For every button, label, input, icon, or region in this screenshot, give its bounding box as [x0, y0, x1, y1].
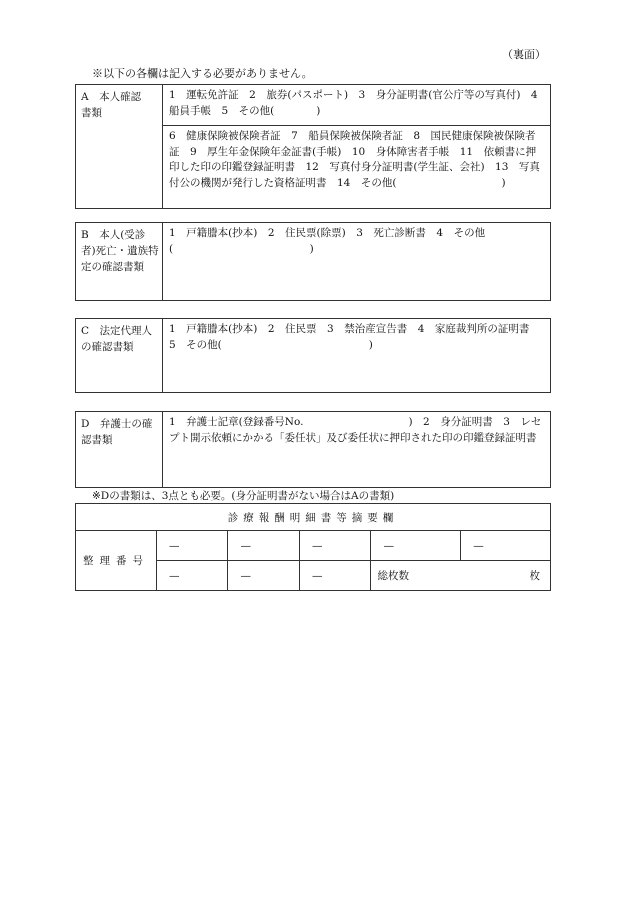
section-d-note: ※Dの書類は、3点とも必要。(身分証明書がない場合はAの書類) — [92, 490, 395, 502]
summary-cell-1: — — [157, 531, 228, 561]
summary-cell-2: — — [228, 531, 299, 561]
notice-text: ※以下の各欄は記入する必要がありません。 — [92, 67, 313, 80]
summary-total — [371, 561, 551, 591]
section-b-label: B 本人(受診者)死亡・遺族特定の確認書類 — [76, 223, 163, 301]
summary-cell-3: — — [299, 531, 370, 561]
section-d-label: D 弁護士の確認書類 — [76, 412, 163, 488]
summary-row-label: 整理番号 — [76, 531, 157, 591]
section-a-row1: 1 運転免許証 2 旅券(パスポート) 3 身分証明書(官公庁等の写真付) 4 船員手帳 5 その他( ) — [163, 85, 551, 126]
summary-cell-5: — — [461, 531, 551, 561]
section-a-table — [75, 84, 551, 209]
section-c-body: 1 戸籍謄本(抄本) 2 住民票 3 禁治産宣告書 4 家庭裁判所の証明書 5 その他( ) — [163, 319, 551, 393]
section-b-body: 1 戸籍謄本(抄本) 2 住民票(除票) 3 死亡診断書 4 その他( ) — [163, 223, 551, 301]
section-a-label: A 本人確認 書類 — [76, 85, 163, 209]
section-c-table — [75, 318, 551, 393]
section-b-table — [75, 222, 551, 301]
summary-total-label: 総枚数 — [377, 570, 409, 582]
summary-header: 診療報酬明細書等摘要欄 — [76, 504, 551, 531]
section-d-body: 1 弁護士記章(登録番号No. ) 2 身分証明書 3 レセプト開示依頼にかかる「委任状」及び委任状に押印された印の印鑑登録証明書 — [163, 412, 551, 488]
summary-total-unit: 枚 — [529, 570, 540, 582]
summary-cell-8: — — [299, 561, 370, 591]
section-a-row2: 6 健康保険被保険者証 7 船員保険被保険者証 8 国民健康保険被保険者証 9 厚生年金保険年金証書(手帳) 10 身体障害者手帳 11 依頼書に押印した印の印鑑登録証明書 12 写真付身分証明書(学生証、会社) 13 写真付公の機関が発行した資格証明書 14 その他( ) — [163, 126, 551, 209]
summary-cell-6: — — [157, 561, 228, 591]
section-d-table — [75, 411, 551, 488]
page-side-label: （裏面） — [502, 48, 546, 61]
summary-cell-7: — — [228, 561, 299, 591]
summary-table — [75, 503, 551, 591]
section-c-label: C 法定代理人の確認書類 — [76, 319, 163, 393]
summary-cell-4: — — [371, 531, 461, 561]
